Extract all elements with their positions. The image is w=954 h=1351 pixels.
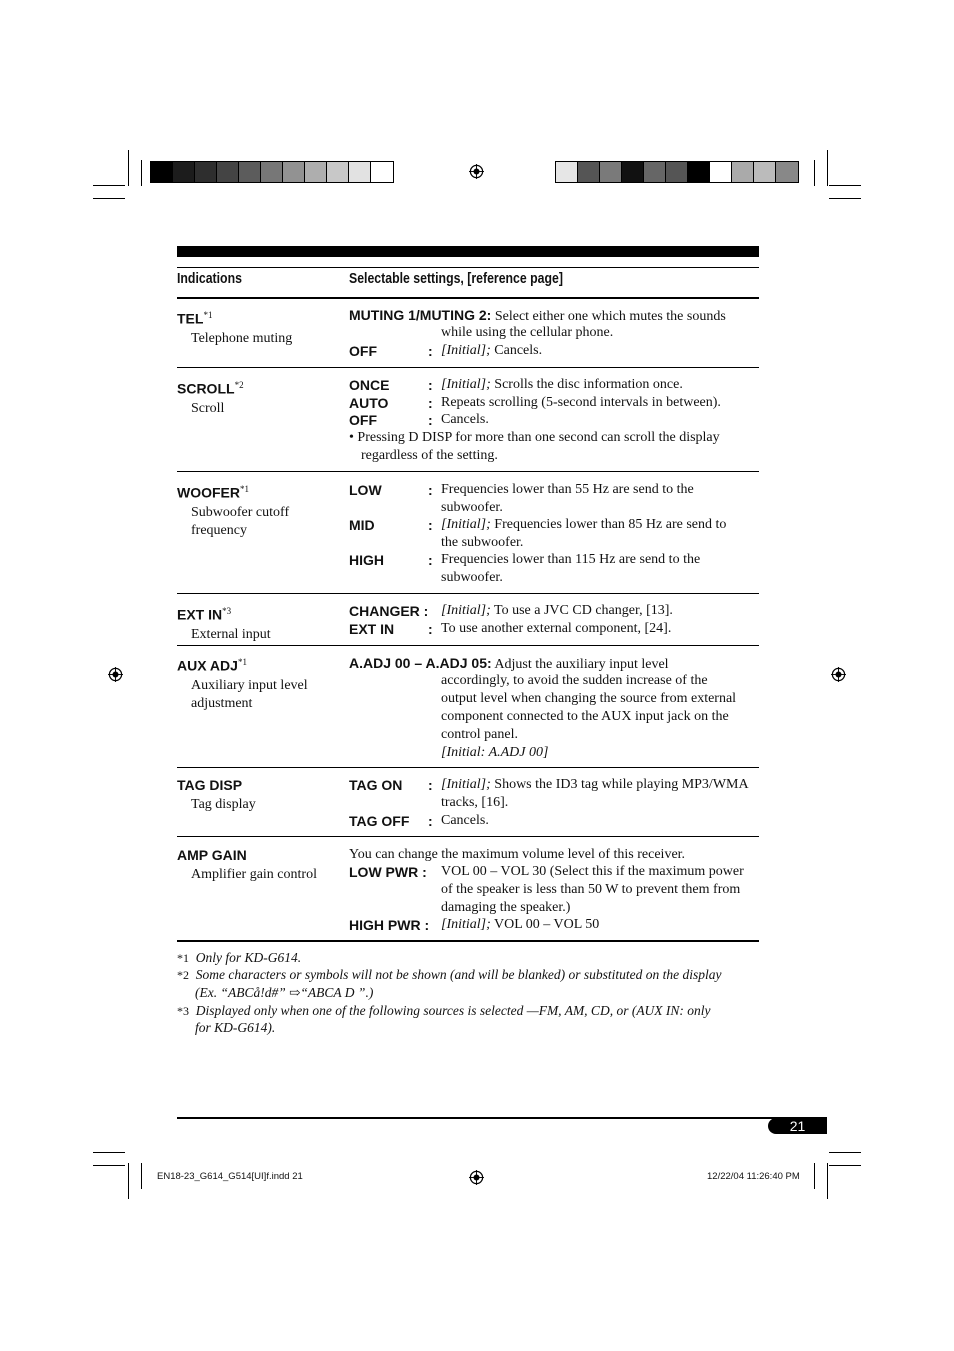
scroll-auto-key: AUTO	[349, 395, 389, 411]
auxadj-range-line: A.ADJ 00 – A.ADJ 05: Adjust the auxiliary input level	[349, 655, 669, 672]
tel-muting-line: MUTING 1/MUTING 2: Select either one which mutes the sounds	[349, 307, 726, 324]
color-swatch	[151, 162, 173, 182]
color-swatch	[600, 162, 622, 182]
color-swatch	[173, 162, 195, 182]
tel-muting-line2: while using the cellular phone.	[441, 325, 614, 340]
color-swatch	[327, 162, 349, 182]
color-swatch	[195, 162, 217, 182]
crop-mark	[814, 1163, 815, 1189]
woofer-low-key: LOW	[349, 482, 382, 498]
table-rule	[177, 471, 759, 472]
ampgain-low-key: LOW PWR :	[349, 864, 427, 880]
woofer-high-text: Frequencies lower than 115 Hz are send to the subwoofer.	[441, 552, 701, 585]
header-settings: Selectable settings, [reference page]	[349, 270, 563, 287]
crop-mark	[829, 1165, 861, 1166]
ampgain-high-key: HIGH PWR :	[349, 917, 430, 933]
row-extin-indication: EXT IN$^{*3}$ External input	[177, 606, 271, 642]
color-swatch	[710, 162, 732, 182]
colon: :	[428, 343, 433, 359]
page-footer-rule	[177, 1117, 827, 1119]
extin-changer-text: [Initial]; To use a JVC CD changer, [13].	[441, 603, 673, 618]
table-rule	[177, 767, 759, 768]
color-swatch	[622, 162, 644, 182]
colon: :	[428, 777, 433, 793]
crop-mark	[814, 160, 815, 186]
colon: :	[428, 377, 433, 393]
color-swatch	[666, 162, 688, 182]
color-swatch	[754, 162, 776, 182]
slug-filename: EN18-23_G614_G514[UI]f.indd 21	[157, 1171, 303, 1182]
crop-mark	[93, 185, 125, 186]
tagdisp-off-text: Cancels.	[441, 813, 489, 828]
colon: :	[428, 813, 433, 829]
extin-extin-text: To use another external component, [24].	[441, 621, 672, 636]
color-bar-right	[555, 161, 799, 183]
colon: :	[428, 395, 433, 411]
color-swatch	[261, 162, 283, 182]
registration-mark-icon	[469, 164, 484, 179]
extin-extin-key: EXT IN	[349, 621, 395, 637]
page-number: 21	[768, 1118, 827, 1134]
crop-mark	[93, 1165, 125, 1166]
ampgain-high-text: [Initial]; VOL 00 – VOL 50	[441, 917, 600, 932]
colon: :	[428, 482, 433, 498]
color-bar-left	[150, 161, 394, 183]
table-bottom-rule	[177, 940, 759, 942]
woofer-low-text: Frequencies lower than 55 Hz are send to the subwoofer.	[441, 482, 694, 515]
row-auxadj-indication: AUX ADJ$^{*1}$ Auxiliary input level adjustment	[177, 657, 308, 711]
crop-mark	[128, 150, 129, 186]
color-swatch	[217, 162, 239, 182]
colon: :	[428, 412, 433, 428]
registration-mark-icon	[108, 667, 123, 682]
ampgain-intro: You can change the maximum volume level of this receiver.	[349, 847, 686, 862]
scroll-note-line2: regardless of the setting.	[361, 448, 498, 463]
crop-mark	[827, 150, 828, 186]
footnote-3: *3 Displayed only when one of the following sources is selected —FM, AM, CD, or (AUX IN: only	[177, 1003, 711, 1018]
crop-mark	[829, 198, 861, 199]
woofer-mid-key: MID	[349, 517, 375, 533]
row-scroll-indication: SCROLL$^{*2}$ Scroll	[177, 380, 244, 416]
tel-off-key: OFF	[349, 343, 377, 359]
table-rule	[177, 267, 759, 268]
table-rule	[177, 645, 759, 646]
scroll-off-text: Cancels.	[441, 412, 489, 427]
scroll-once-text: [Initial]; Scrolls the disc information once.	[441, 377, 683, 392]
extin-changer-key: CHANGER :	[349, 603, 429, 619]
color-swatch	[283, 162, 305, 182]
footnote-2: *2 Some characters or symbols will not be shown (and will be blanked) or substituted on the display	[177, 967, 722, 982]
crop-mark	[141, 1163, 142, 1189]
table-rule	[177, 367, 759, 368]
color-swatch	[239, 162, 261, 182]
color-swatch	[578, 162, 600, 182]
scroll-note: • Pressing D DISP for more than one second can scroll the display	[349, 430, 720, 445]
color-swatch	[644, 162, 666, 182]
row-ampgain-indication: AMP GAIN Amplifier gain control	[177, 847, 317, 882]
crop-mark	[93, 198, 125, 199]
footnote-2-line2: (Ex. “ABCå!d#” ⇨“ABCA D ”.)	[195, 985, 374, 1000]
color-swatch	[371, 162, 393, 182]
row-tel-indication: TEL$^{*1}$ Telephone muting	[177, 310, 293, 346]
crop-mark	[128, 1163, 129, 1199]
tagdisp-on-text: [Initial]; Shows the ID3 tag while playing MP3/WMA tracks, [16].	[441, 777, 749, 810]
scroll-off-key: OFF	[349, 412, 377, 428]
tel-off-text: [Initial]; Cancels.	[441, 343, 543, 358]
scroll-auto-text: Repeats scrolling (5-second intervals in between).	[441, 395, 721, 410]
scroll-once-key: ONCE	[349, 377, 390, 393]
row-tagdisp-indication: TAG DISP Tag display	[177, 777, 256, 812]
slug-timestamp: 12/22/04 11:26:40 PM	[707, 1171, 800, 1182]
colon: :	[428, 621, 433, 637]
color-swatch	[349, 162, 371, 182]
table-rule	[177, 593, 759, 594]
table-rule	[177, 836, 759, 837]
footnote-1: *1 Only for KD-G614.	[177, 950, 302, 965]
crop-mark	[829, 1152, 861, 1153]
crop-mark	[829, 185, 861, 186]
color-swatch	[776, 162, 798, 182]
row-woofer-indication: WOOFER$^{*1}$ Subwoofer cutoff frequency	[177, 484, 290, 538]
color-swatch	[556, 162, 578, 182]
colon: :	[428, 517, 433, 533]
color-swatch	[688, 162, 710, 182]
color-swatch	[305, 162, 327, 182]
footnote-3-line2: for KD-G614).	[195, 1020, 276, 1035]
table-top-bar	[177, 246, 759, 257]
colon: :	[428, 552, 433, 568]
woofer-high-key: HIGH	[349, 552, 384, 568]
registration-mark-icon	[831, 667, 846, 682]
woofer-mid-text: [Initial]; Frequencies lower than 85 Hz are send to the subwoofer.	[441, 517, 727, 550]
tagdisp-on-key: TAG ON	[349, 777, 403, 793]
crop-mark	[93, 1152, 125, 1153]
auxadj-text: accordingly, to avoid the sudden increase of the output level when changing the source from external component connected to the AUX input jack on the control panel. [Initial: A.ADJ 00]	[441, 673, 737, 760]
color-swatch	[732, 162, 754, 182]
ampgain-low-text: VOL 00 – VOL 30 (Select this if the maximum power of the speaker is less than 50 W to prevent them from damaging the speaker.)	[441, 864, 744, 915]
registration-mark-icon	[469, 1170, 484, 1185]
header-indications: Indications	[177, 270, 242, 287]
table-rule	[177, 297, 759, 299]
tagdisp-off-key: TAG OFF	[349, 813, 410, 829]
crop-mark	[141, 160, 142, 186]
crop-mark	[827, 1163, 828, 1199]
